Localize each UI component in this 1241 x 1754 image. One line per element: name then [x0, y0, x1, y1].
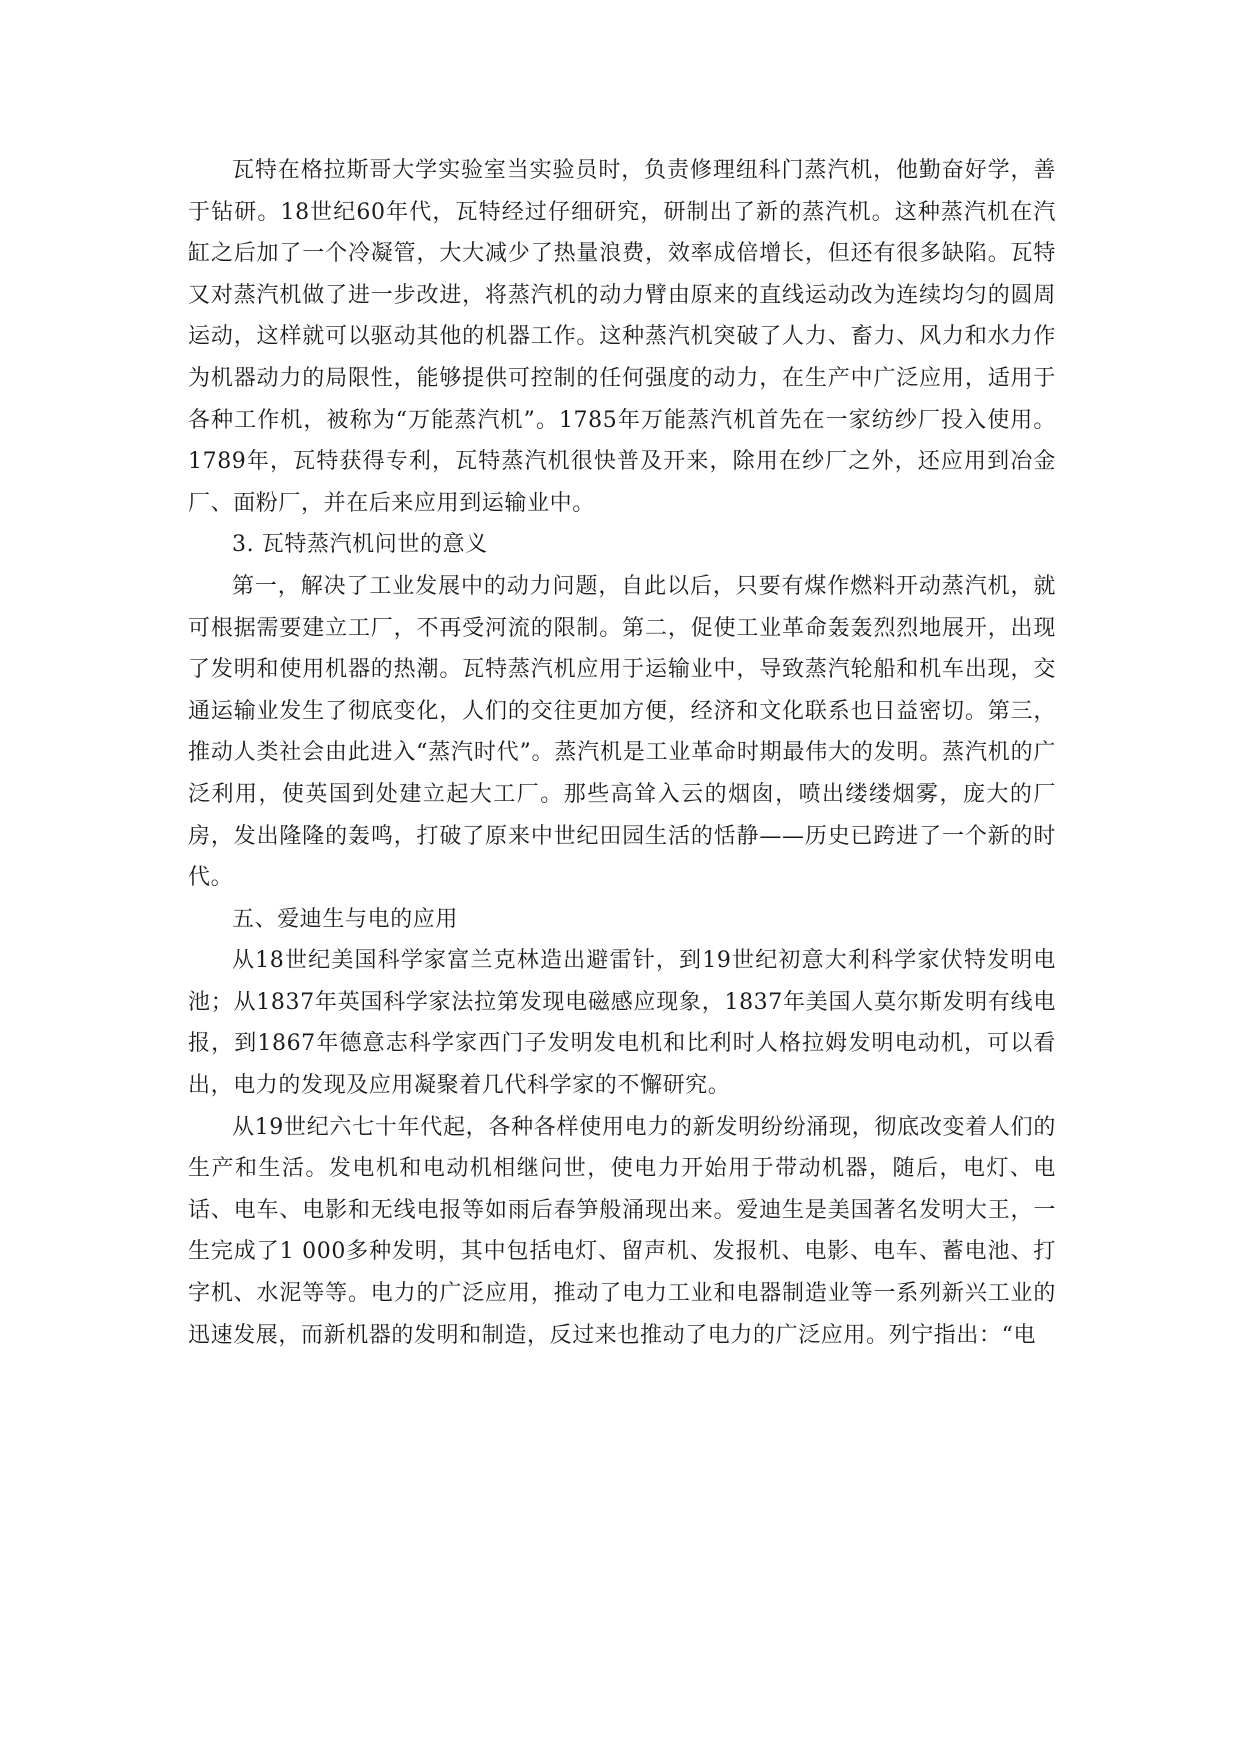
section-heading-significance: 3. 瓦特蒸汽机问世的意义 [232, 532, 488, 558]
document-page [188, 150, 1056, 1356]
paragraph-significance: 第一，解决了工业发展中的动力问题，自此以后，只要有煤作燃料开动蒸汽机，就可根据需要建立工厂，不再受河流的限制。第二，促使工业革命轰轰烈烈地展开，出现了发明和使用机器的热潮。瓦特蒸汽机应用于运输业中，导致蒸汽轮船和机车出现，交通运输业发生了彻底变化，人们的交往更加方便，经济和文化联系也日益密切。第三，推动人类社会由此进入“蒸汽时代”。蒸汽机是工业革命时期最伟大的发明。蒸汽机的广泛利用，使英国到处建立起大工厂。那些高耸入云的烟囱，喷出缕缕烟雾，庞大的厂房，发出隆隆的轰鸣，打破了原来中世纪田园生活的恬静——历史已跨进了一个新的时代。 [188, 573, 1056, 891]
paragraph-watt-steam-engine: 瓦特在格拉斯哥大学实验室当实验员时，负责修理纽科门蒸汽机，他勤奋好学，善于钻研。18世纪60年代，瓦特经过仔细研究，研制出了新的蒸汽机。这种蒸汽机在汽缸之后加了一个冷凝管，大大减少了热量浪费，效率成倍增长，但还有很多缺陷。瓦特又对蒸汽机做了进一步改进，将蒸汽机的动力臂由原来的直线运动改为连续均匀的圆周运动，这样就可以驱动其他的机器工作。这种蒸汽机突破了人力、畜力、风力和水力作为机器动力的局限性，能够提供可控制的任何强度的动力，在生产中广泛应用，适用于各种工作机，被称为“万能蒸汽机”。1785年万能蒸汽机首先在一家纺纱厂投入使用。1789年，瓦特获得专利，瓦特蒸汽机很快普及开来，除用在纱厂之外，还应用到冶金厂、面粉厂，并在后来应用到运输业中。 [188, 158, 1056, 516]
section-heading-edison: 五、爱迪生与电的应用 [232, 906, 459, 932]
paragraph-electricity-applications: 从19世纪六七十年代起，各种各样使用电力的新发明纷纷涌现，彻底改变着人们的生产和生活。发电机和电动机相继问世，使电力开始用于带动机器，随后，电灯、电话、电车、电影和无线电报等如雨后春笋般涌现出来。爱迪生是美国著名发明大王，一生完成了1 000多种发明，其中包括电灯、留声机、发报机、电影、电车、蓄电池、打字机、水泥等等。电力的广泛应用，推动了电力工业和电器制造业等一系列新兴工业的迅速发展，而新机器的发明和制造，反过来也推动了电力的广泛应用。列宁指出：“电 [188, 1114, 1056, 1348]
paragraph-electricity-history: 从18世纪美国科学家富兰克林造出避雷针，到19世纪初意大利科学家伏特发明电池；从1837年英国科学家法拉第发现电磁感应现象，1837年美国人莫尔斯发明有线电报，到1867年德意志科学家西门子发明发电机和比利时人格拉姆发明电动机，可以看出，电力的发现及应用凝聚着几代科学家的不懈研究。 [188, 948, 1056, 1099]
